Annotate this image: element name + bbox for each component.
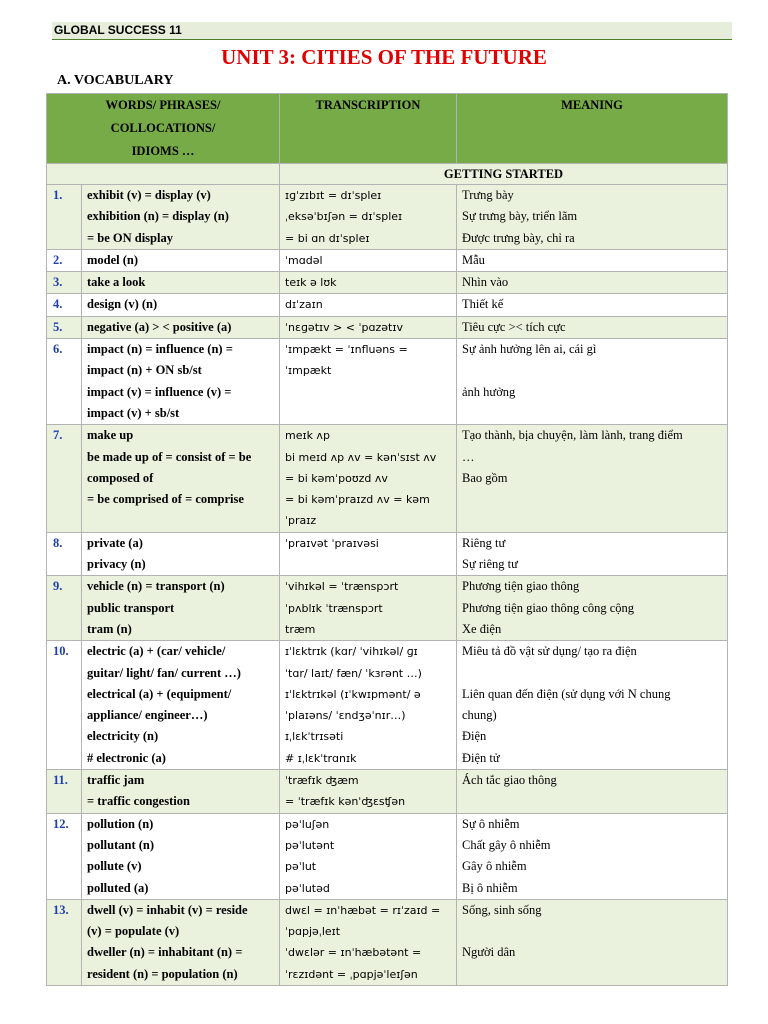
transcription-line xyxy=(285,403,451,424)
transcription-cell xyxy=(280,899,457,985)
meaning-line: chung) xyxy=(462,708,497,723)
transcription-line: = bi ɑn dɪˈspleɪ xyxy=(285,231,370,245)
table-row xyxy=(47,316,728,338)
table-row xyxy=(47,425,728,532)
column-header-words: WORDS/ PHRASES/ COLLOCATIONS/ IDIOMS … xyxy=(47,94,280,164)
meaning-line: … xyxy=(462,449,475,464)
words-line: negative (a) > < positive (a) xyxy=(87,319,232,334)
words-cell xyxy=(82,576,280,641)
words-line: polluted (a) xyxy=(87,880,149,895)
transcription-line: pəˈluʃən xyxy=(285,817,330,831)
row-number: 13. xyxy=(47,899,82,985)
words-line: electrical (a) + (equipment/ xyxy=(87,686,232,701)
words-line: exhibit (v) = display (v) xyxy=(87,188,211,202)
words-cell xyxy=(82,425,280,532)
words-line: impact (v) + sb/st xyxy=(87,405,180,420)
words-line: private (a) xyxy=(87,535,143,550)
transcription-cell xyxy=(280,641,457,770)
transcription-line: ˈnɛɡətɪv > < ˈpɑzətɪv xyxy=(285,320,403,334)
meaning-line xyxy=(462,964,722,985)
words-line: appliance/ engineer…) xyxy=(87,708,208,723)
meaning-line: Chất gây ô nhiễm xyxy=(462,837,551,852)
words-line: traffic jam xyxy=(87,773,145,788)
transcription-line: ˈplaɪəns/ ˈɛndʒəˈnɪr…) xyxy=(285,709,406,723)
row-number: 3. xyxy=(47,272,82,294)
row-number: 9. xyxy=(47,576,82,641)
table-row xyxy=(47,641,728,770)
meaning-line xyxy=(462,791,722,812)
transcription-line: ˈvihɪkəl = ˈtrænspɔrt xyxy=(285,580,399,594)
words-line: # electronic (a) xyxy=(87,750,166,765)
transcription-cell xyxy=(280,272,457,294)
table-header-row xyxy=(47,94,728,164)
transcription-line: teɪk ə lʊk xyxy=(285,276,337,290)
document-header-bar xyxy=(52,22,732,40)
meaning-line: Miêu tả đồ vật sử dụng/ tạo ra điện xyxy=(462,644,637,659)
row-number: 4. xyxy=(47,294,82,316)
words-cell xyxy=(82,641,280,770)
meaning-line: Bao gồm xyxy=(462,470,508,485)
transcription-line: ˈtɑr/ laɪt/ fæn/ ˈkɜrənt …) xyxy=(285,666,422,680)
words-line: electric (a) + (car/ vehicle/ xyxy=(87,644,226,659)
transcription-line: = bi kəmˈpoʊzd ʌv xyxy=(285,471,388,485)
words-cell xyxy=(82,316,280,338)
row-number: 12. xyxy=(47,813,82,899)
words-line: vehicle (n) = transport (n) xyxy=(87,579,225,594)
meaning-line: Được trưng bày, chỉ ra xyxy=(462,230,575,245)
transcription-cell xyxy=(280,770,457,814)
transcription-cell xyxy=(280,339,457,425)
meaning-line xyxy=(462,921,722,942)
row-number: 2. xyxy=(47,249,82,271)
transcription-line: = bi kəmˈpraɪzd ʌv = kəm xyxy=(285,493,430,507)
row-number: 6. xyxy=(47,339,82,425)
meaning-line: Điện xyxy=(462,729,487,744)
words-line: = be ON display xyxy=(87,230,173,245)
meaning-cell xyxy=(457,249,728,271)
meaning-line: Sự ảnh hưởng lên ai, cái gì xyxy=(462,342,597,357)
words-line: tram (n) xyxy=(87,621,132,636)
transcription-line: ɪˈlɛktrɪkəl (ɪˈkwɪpmənt/ ə xyxy=(285,687,421,701)
words-line: composed of xyxy=(87,470,154,485)
meaning-cell xyxy=(457,813,728,899)
meaning-line: Trưng bày xyxy=(462,188,514,202)
transcription-line: dwɛl = ɪnˈhæbət = rɪˈzaɪd = xyxy=(285,903,441,917)
transcription-line: pəˈlutənt xyxy=(285,838,335,852)
meaning-line xyxy=(462,403,722,424)
transcription-line: træm xyxy=(285,622,316,636)
meaning-line: Riêng tư xyxy=(462,535,506,550)
transcription-cell xyxy=(280,294,457,316)
transcription-cell xyxy=(280,425,457,532)
meaning-line: Phương tiện giao thông công cộng xyxy=(462,600,635,615)
transcription-line: ˈmɑdəl xyxy=(285,253,323,267)
meaning-line: Sự riêng tư xyxy=(462,557,518,572)
transcription-line: ˈtræfɪk ʤæm xyxy=(285,774,359,788)
transcription-cell xyxy=(280,249,457,271)
transcription-line: pəˈlutəd xyxy=(285,881,330,895)
table-row xyxy=(47,576,728,641)
words-line: pollutant (n) xyxy=(87,837,155,852)
transcription-line xyxy=(285,382,451,403)
words-cell xyxy=(82,532,280,576)
meaning-line: Người dân xyxy=(462,945,516,960)
table-row xyxy=(47,770,728,814)
row-number: 5. xyxy=(47,316,82,338)
meaning-line: Sự ô nhiễm xyxy=(462,816,520,831)
meaning-cell xyxy=(457,641,728,770)
subheading-getting-started: GETTING STARTED xyxy=(280,164,728,185)
words-line: = traffic congestion xyxy=(87,794,190,809)
transcription-line: ˈɪmpækt xyxy=(285,364,332,378)
transcription-line: ɪˌlɛkˈtrɪsəti xyxy=(285,730,344,744)
words-cell xyxy=(82,249,280,271)
words-line: privacy (n) xyxy=(87,557,146,572)
words-line: electricity (n) xyxy=(87,729,159,744)
row-number: 10. xyxy=(47,641,82,770)
meaning-line: Liên quan đến điện (sử dụng với N chung xyxy=(462,686,671,701)
words-cell xyxy=(82,185,280,250)
row-number: 8. xyxy=(47,532,82,576)
words-cell xyxy=(82,339,280,425)
row-number: 7. xyxy=(47,425,82,532)
words-line: pollute (v) xyxy=(87,859,142,874)
meaning-cell xyxy=(457,770,728,814)
table-row xyxy=(47,272,728,294)
transcription-line: ˈpʌblɪk ˈtrænspɔrt xyxy=(285,601,383,615)
meaning-line: Sống, sinh sống xyxy=(462,902,542,917)
row-number: 1. xyxy=(47,185,82,250)
table-row xyxy=(47,339,728,425)
words-line: take a look xyxy=(87,275,146,290)
meaning-line: ảnh hưởng xyxy=(462,384,516,399)
meaning-line xyxy=(462,510,722,531)
table-row xyxy=(47,899,728,985)
transcription-cell xyxy=(280,185,457,250)
words-line: (v) = populate (v) xyxy=(87,924,180,939)
transcription-line: ˈdwɛlər = ɪnˈhæbətənt = xyxy=(285,946,422,960)
words-line xyxy=(87,510,274,531)
words-cell xyxy=(82,770,280,814)
meaning-cell xyxy=(457,576,728,641)
meaning-line: Thiết kế xyxy=(462,297,504,312)
words-cell xyxy=(82,899,280,985)
meaning-line xyxy=(462,663,722,684)
transcription-line: ɪɡˈzɪbɪt = dɪˈspleɪ xyxy=(285,189,382,202)
table-row xyxy=(47,532,728,576)
transcription-line: = ˈtræfɪk kənˈʤɛsʧən xyxy=(285,795,406,809)
transcription-line: pəˈlut xyxy=(285,860,317,874)
transcription-line: bi meɪd ʌp ʌv = kənˈsɪst ʌv xyxy=(285,450,437,464)
meaning-line: Tạo thành, bịa chuyện, làm lành, trang điểm xyxy=(462,428,683,443)
words-line: design (v) (n) xyxy=(87,297,158,312)
meaning-line: Ách tắc giao thông xyxy=(462,773,557,788)
meaning-cell xyxy=(457,339,728,425)
meaning-line: Phương tiện giao thông xyxy=(462,579,580,594)
meaning-line: Nhìn vào xyxy=(462,275,509,290)
page-title: UNIT 3: CITIES OF THE FUTURE xyxy=(221,45,547,69)
meaning-line: Sự trưng bày, triển lãm xyxy=(462,209,578,224)
words-line: guitar/ light/ fan/ current …) xyxy=(87,665,241,680)
meaning-cell xyxy=(457,316,728,338)
transcription-line: ˈrɛzɪdənt = ˌpɑpjəˈleɪʃən xyxy=(285,967,418,981)
transcription-line: dɪˈzaɪn xyxy=(285,298,323,312)
words-cell xyxy=(82,813,280,899)
getting-started-row xyxy=(47,164,728,185)
transcription-cell xyxy=(280,316,457,338)
words-line: model (n) xyxy=(87,252,139,267)
transcription-line xyxy=(285,554,451,575)
meaning-line: Điện tử xyxy=(462,750,500,765)
table-row xyxy=(47,249,728,271)
transcription-cell xyxy=(280,576,457,641)
words-line: be made up of = consist of = be xyxy=(87,449,252,464)
meaning-line: Xe điện xyxy=(462,621,502,636)
meaning-line: Tiêu cực >< tích cực xyxy=(462,319,566,334)
transcription-line: ˈpraɪvət ˈpraɪvəsi xyxy=(285,536,379,550)
meaning-line xyxy=(462,489,722,510)
words-cell xyxy=(82,272,280,294)
table-row xyxy=(47,185,728,250)
column-header-transcription: TRANSCRIPTION xyxy=(280,94,457,164)
vocabulary-table xyxy=(46,93,728,986)
table-row xyxy=(47,294,728,316)
words-line: dweller (n) = inhabitant (n) = xyxy=(87,945,243,960)
words-line: = be comprised of = comprise xyxy=(87,492,244,507)
meaning-cell xyxy=(457,532,728,576)
meaning-line: Gây ô nhiễm xyxy=(462,859,527,874)
column-header-meaning: MEANING xyxy=(457,94,728,164)
section-heading: A. VOCABULARY xyxy=(57,73,174,88)
transcription-cell xyxy=(280,813,457,899)
words-line: impact (v) = influence (v) = xyxy=(87,384,232,399)
meaning-line xyxy=(462,360,722,381)
words-line: resident (n) = population (n) xyxy=(87,966,238,981)
subheading-spacer xyxy=(47,164,280,185)
words-line: make up xyxy=(87,428,134,443)
words-cell xyxy=(82,294,280,316)
transcription-line: # ɪˌlɛkˈtrɑnɪk xyxy=(285,751,357,765)
words-line: exhibition (n) = display (n) xyxy=(87,209,229,224)
transcription-line: ɪˈlɛktrɪk (kɑr/ ˈvihɪkəl/ ɡɪ xyxy=(285,645,418,659)
words-line: dwell (v) = inhabit (v) = reside xyxy=(87,902,248,917)
meaning-cell xyxy=(457,272,728,294)
meaning-cell xyxy=(457,185,728,250)
table-row xyxy=(47,813,728,899)
meaning-line: Mẫu xyxy=(462,252,485,267)
meaning-cell xyxy=(457,294,728,316)
row-number: 11. xyxy=(47,770,82,814)
transcription-line: ˈɪmpækt = ˈɪnfluəns = xyxy=(285,343,408,357)
document-header-label: GLOBAL SUCCESS 11 xyxy=(54,23,182,37)
transcription-line: ˌeksəˈbɪʃən = dɪˈspleɪ xyxy=(285,210,403,224)
transcription-cell xyxy=(280,532,457,576)
meaning-line: Bị ô nhiễm xyxy=(462,880,518,895)
transcription-line: ˈpraɪz xyxy=(285,514,317,528)
words-line: impact (n) + ON sb/st xyxy=(87,363,202,378)
meaning-cell xyxy=(457,899,728,985)
words-line: impact (n) = influence (n) = xyxy=(87,342,233,357)
meaning-cell xyxy=(457,425,728,532)
transcription-line: meɪk ʌp xyxy=(285,429,330,443)
words-line: pollution (n) xyxy=(87,816,154,831)
transcription-line: ˈpɑpjəˌleɪt xyxy=(285,925,341,939)
words-line: public transport xyxy=(87,600,175,615)
